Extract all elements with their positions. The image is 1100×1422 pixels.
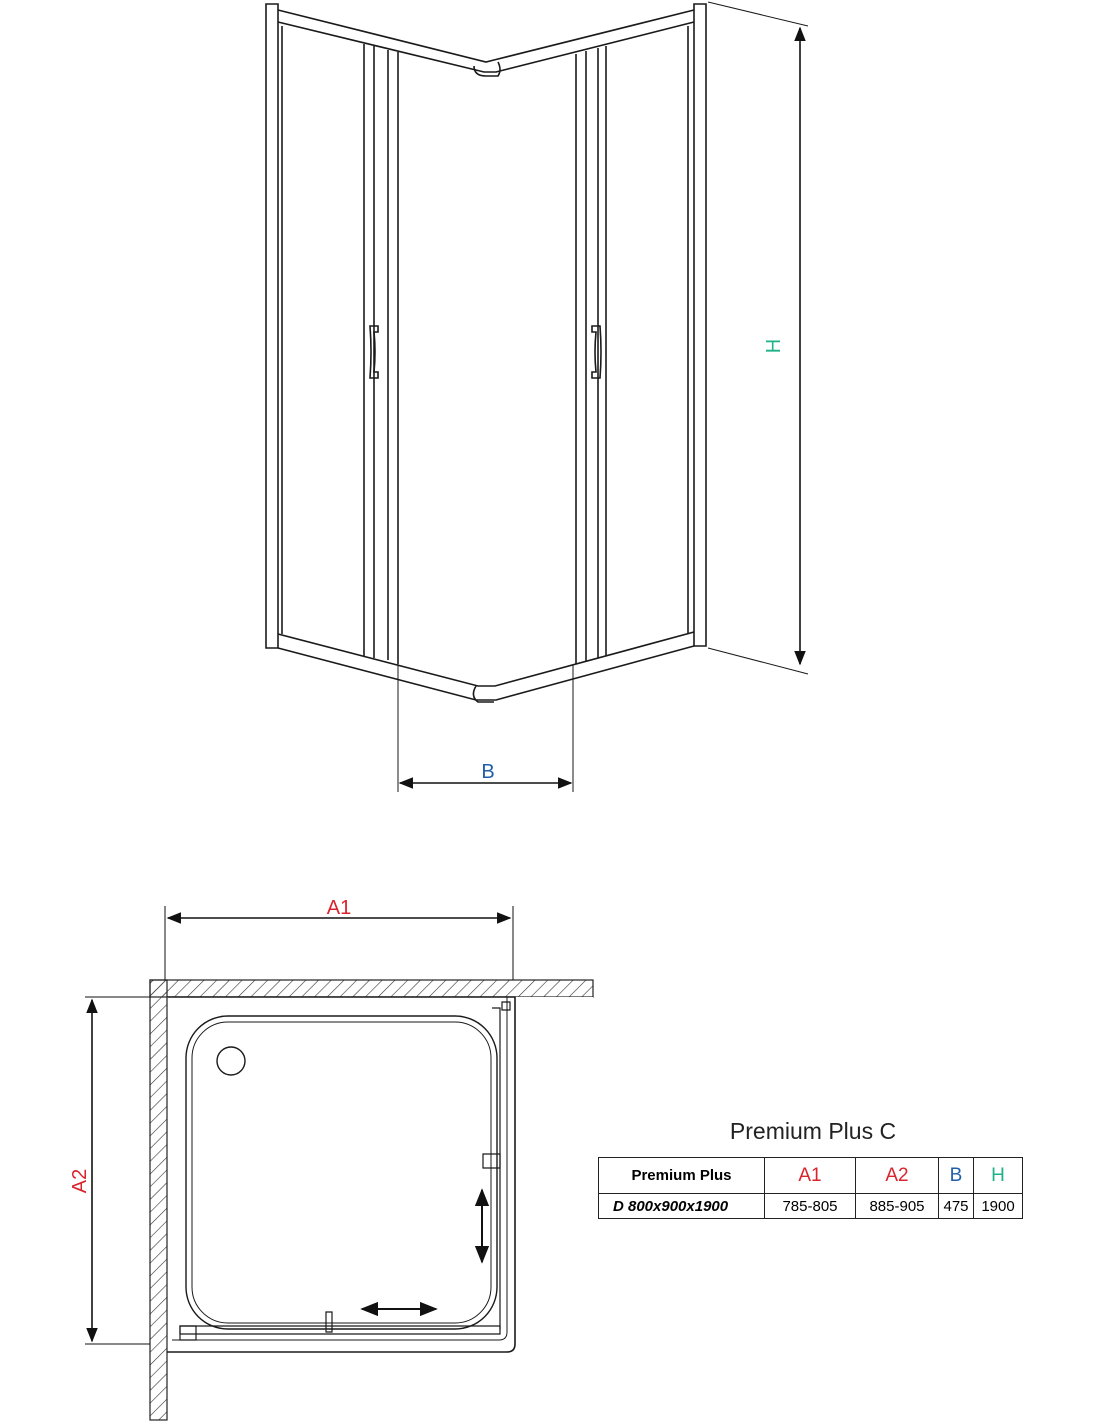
a1-label: A1 bbox=[326, 897, 352, 919]
drain-icon bbox=[217, 1047, 245, 1075]
header-a1: A1 bbox=[765, 1158, 856, 1194]
left-wall bbox=[150, 980, 167, 1420]
shower-enclosure-elevation bbox=[266, 2, 808, 792]
cell-h: 1900 bbox=[974, 1194, 1023, 1219]
shower-plan-view bbox=[85, 906, 593, 1420]
h-label: H bbox=[763, 338, 785, 354]
a2-label: A2 bbox=[69, 1168, 91, 1194]
header-b: B bbox=[939, 1158, 974, 1194]
cell-a2: 885-905 bbox=[856, 1194, 939, 1219]
table-header-row bbox=[599, 1158, 1023, 1194]
header-model: Premium Plus bbox=[599, 1158, 765, 1194]
cell-a1: 785-805 bbox=[765, 1194, 856, 1219]
top-wall bbox=[150, 980, 593, 997]
spec-table bbox=[598, 1157, 1023, 1219]
cell-model: D 800x900x1900 bbox=[599, 1194, 765, 1219]
b-label: B bbox=[481, 761, 495, 783]
table-row bbox=[599, 1194, 1023, 1219]
header-h: H bbox=[974, 1158, 1023, 1194]
spec-title: Premium Plus C bbox=[729, 1118, 897, 1144]
header-a2: A2 bbox=[856, 1158, 939, 1194]
cell-b: 475 bbox=[939, 1194, 974, 1219]
